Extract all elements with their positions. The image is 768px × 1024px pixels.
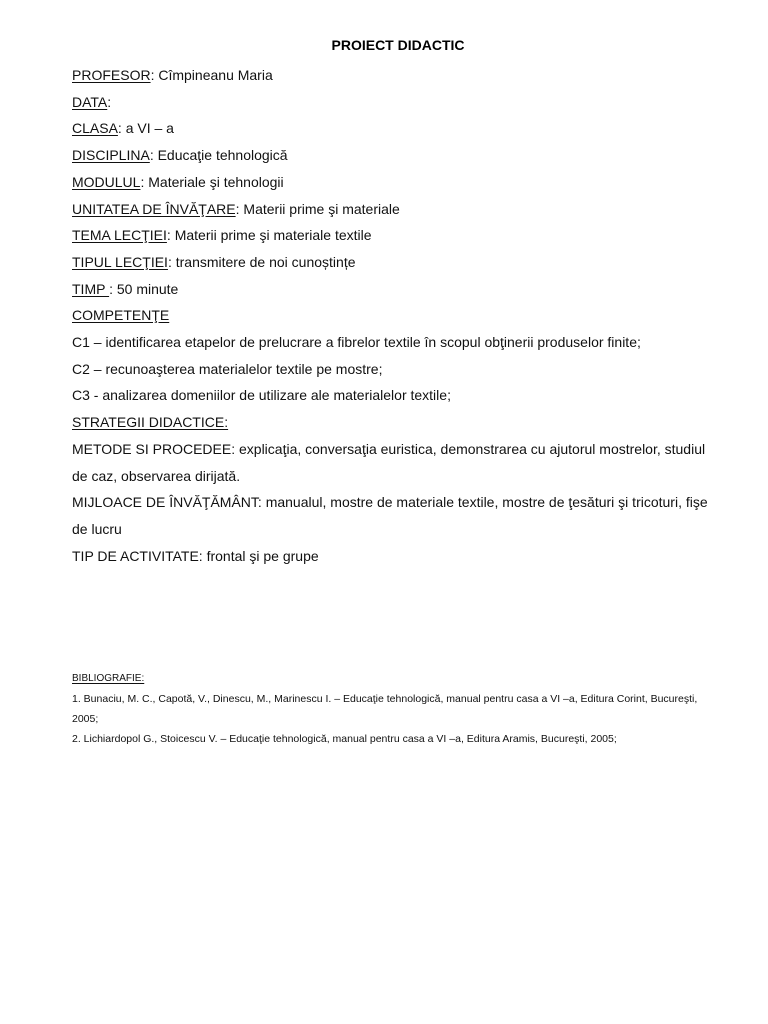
lesson-plan-body [72, 62, 722, 569]
field-value: Educaţie tehnologică [157, 147, 288, 164]
field-separator: : [149, 147, 158, 164]
field-separator: : [150, 67, 159, 83]
competenta-c2: C2 – recunoaşterea materialelor textile pe mostre; [72, 360, 383, 377]
field-label: PROFESOR [72, 67, 151, 83]
field-label: UNITATEA DE ÎNVĂŢARE [72, 200, 236, 217]
strategii-heading [72, 409, 722, 436]
field-value: 50 minute [116, 280, 179, 297]
bibliography-heading: BIBLIOGRAFIE: [72, 673, 145, 684]
field-tema-lectiei [72, 222, 722, 249]
field-value: a VI – a [125, 120, 174, 137]
field-disciplina [72, 142, 722, 169]
field-modulul [72, 169, 722, 196]
field-value: Materiale şi tehnologii [148, 173, 284, 190]
field-label: DATA [72, 93, 108, 110]
field-label: DISCIPLINA [72, 147, 150, 164]
field-value: Materii prime şi materiale [243, 200, 400, 217]
field-data [72, 89, 722, 116]
field-timp [72, 276, 722, 303]
bibliography-section [72, 669, 722, 749]
field-separator: : [167, 253, 176, 270]
field-separator: : [166, 227, 175, 244]
field-label: TEMA LECŢIEI [72, 227, 167, 244]
field-label: TIMP [72, 280, 110, 297]
section-heading: STRATEGII DIDACTICE: [72, 414, 229, 431]
field-profesor [72, 62, 722, 89]
bibliography-entry: 2. Lichiardopol G., Stoicescu V. – Educaţie tehnologică, manual pentru casa a VI –a, Editura Aramis, Bucureşti, 2005; [72, 733, 617, 745]
field-separator: : [235, 200, 244, 217]
field-tipul-lectiei [72, 249, 722, 276]
field-value: transmitere de noi cunoștințe [175, 253, 356, 270]
competenta-c1: C1 – identificarea etapelor de prelucrare a fibrelor textile în scopul obţinerii produselor finite; [72, 334, 641, 351]
tip-de-activitate: TIP DE ACTIVITATE: frontal şi pe grupe [72, 547, 319, 564]
field-value: Materii prime şi materiale textile [174, 227, 372, 244]
field-separator: : [109, 280, 117, 297]
field-separator: : [140, 173, 149, 190]
bibliography-entry: 1. Bunaciu, M. C., Capotă, V., Dinescu, M., Marinescu I. – Educaţie tehnologică, manual pentru casa a VI –a, Editura Corint, Bucureşti, 2005; [72, 693, 698, 725]
field-clasa [72, 115, 722, 142]
field-separator: : [117, 120, 126, 137]
competenta-c3: C3 - analizarea domeniilor de utilizare ale materialelor textile; [72, 387, 451, 404]
field-value: Cîmpineanu Maria [158, 67, 273, 83]
document-title: PROIECT DIDACTIC [331, 37, 465, 53]
competente-heading [72, 302, 722, 329]
field-unitatea-de-invatare [72, 196, 722, 223]
field-label: TIPUL LECŢIEI [72, 253, 168, 270]
metode-si-procedee: METODE SI PROCEDEE: explicaţia, conversaţia euristica, demonstrarea cu ajutorul mostrelor, studiul de caz, observarea dirijată. [72, 440, 706, 484]
section-heading: COMPETENŢE [72, 307, 170, 324]
field-label: MODULUL [72, 173, 141, 190]
field-label: CLASA [72, 120, 118, 137]
mijloace-de-invatamant: MIJLOACE DE ÎNVĂŢĂMÂNT: manualul, mostre de materiale textile, mostre de ţesături şi tricoturi, fişe de lucru [72, 494, 708, 537]
field-separator: : [107, 93, 112, 110]
